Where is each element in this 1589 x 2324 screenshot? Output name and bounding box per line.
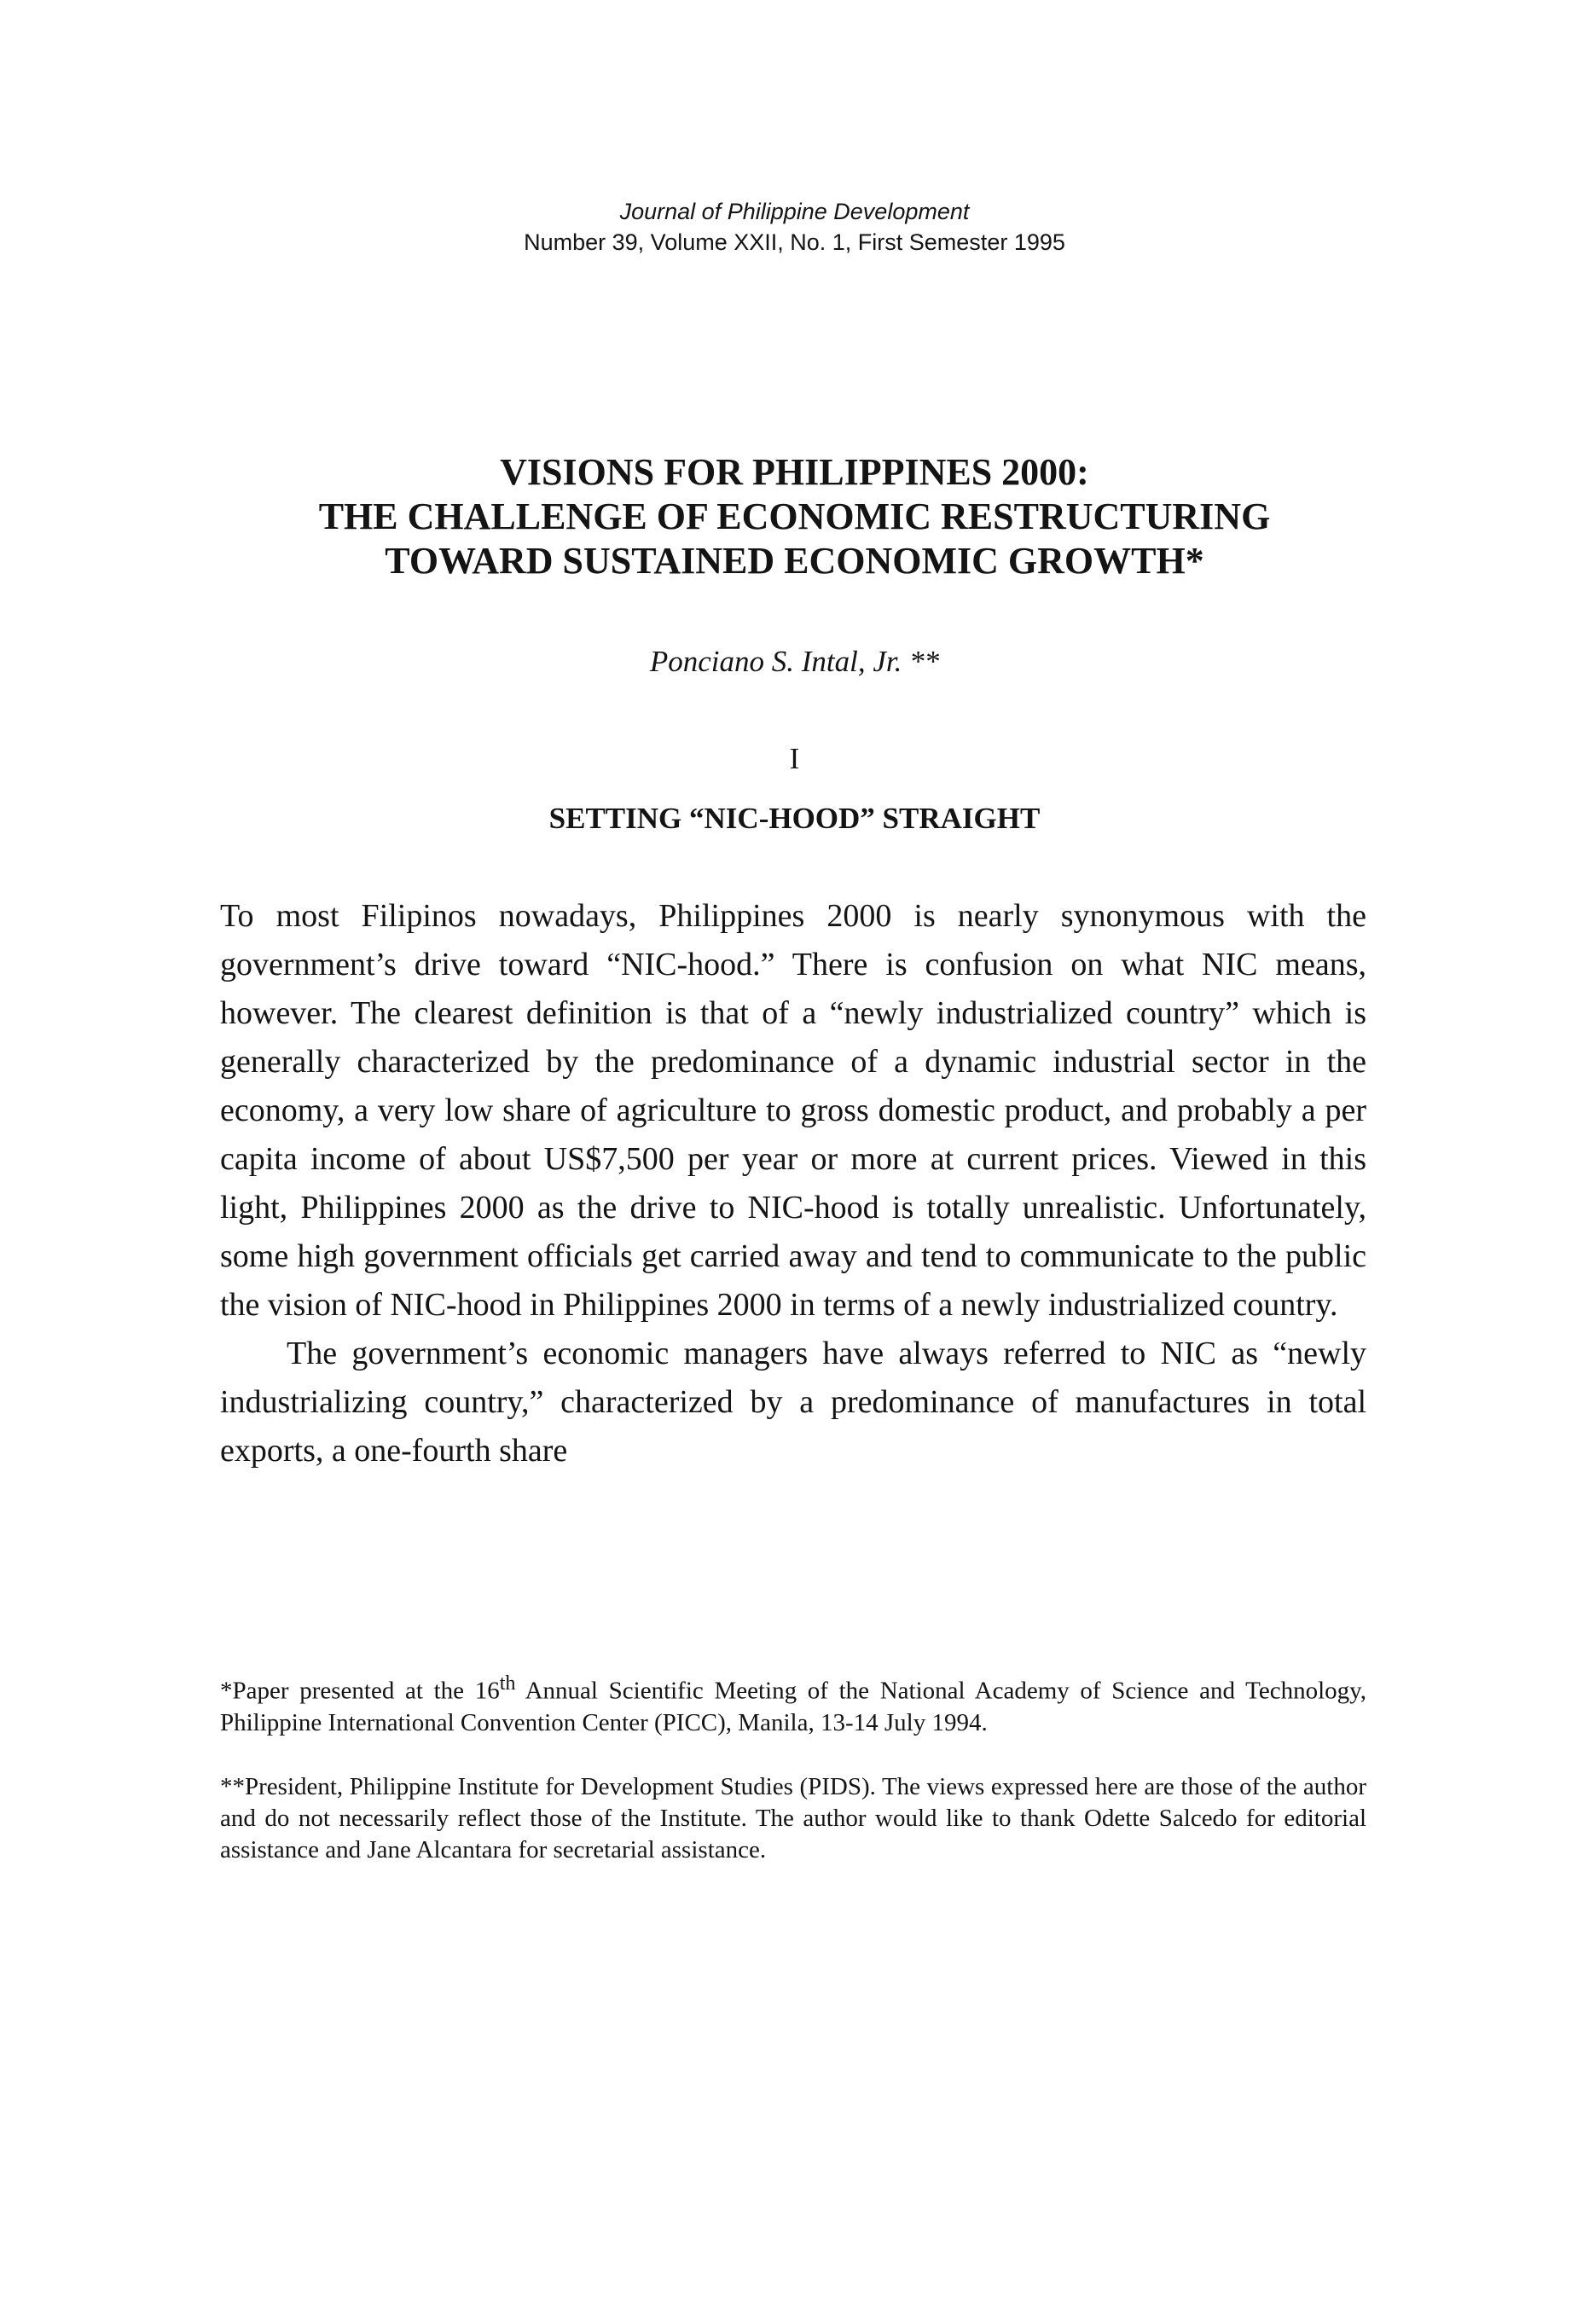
body-paragraph-1: To most Filipinos nowadays, Philippines 2000 is nearly synonymous with the government’s drive toward “NIC-hood.” There is confusion on what NIC means, however. The clearest definition is that of a “newly industrialized country” which is generally characterized by the predominance of a dynamic industrial sector in the economy, a very low share of agriculture to gross domestic product, and probably a per capita income of about US$7,500 per year or more at current prices. Viewed in this light, Philippines 2000 as the drive to NIC-hood is totally unrealistic. Unfortunately, some high government officials get carried away and tend to communicate to the public the vision of NIC-hood in Philippines 2000 in terms of a newly industrialized country. (220, 898, 1366, 1323)
section-number: I (789, 742, 800, 775)
section-heading: SETTING “NIC-HOOD” STRAIGHT (548, 802, 1041, 835)
body-paragraph-2: The government’s economic managers have always referred to NIC as “newly industrializing country,” characterized by a predominance of manufactures in total exports, a one-fourth share (220, 1336, 1366, 1469)
footnote-1-start: *Paper presented at the 16 (220, 1677, 500, 1705)
body-text (220, 892, 1366, 1475)
title-line-3: TOWARD SUSTAINED ECONOMIC GROWTH* (385, 540, 1204, 582)
footnote-2: **President, Philippine Institute for Development Studies (PIDS). The views expressed here are those of the author and do not necessarily reflect those of the Institute. The author would like to thank Odette Salcedo for editorial assistance and Jane Alcantara for secretarial assistance. (220, 1772, 1366, 1863)
journal-name: Journal of Philippine Development (619, 199, 970, 224)
footnote-1-rest: Annual Scientific Meeting of the National Academy of Science and Technology, Philippine International Convention Center (PICC), Manila, 13-14 July 1994. (220, 1677, 1366, 1736)
title-line-2: THE CHALLENGE OF ECONOMIC RESTRUCTURING (318, 496, 1271, 537)
footnote-1-ordinal: th (499, 1672, 516, 1695)
footnote-1 (220, 1667, 1366, 1739)
author-name: Ponciano S. Intal, Jr. ** (649, 645, 940, 678)
journal-issue: Number 39, Volume XXII, No. 1, First Semester 1995 (524, 229, 1065, 255)
footnotes (220, 1667, 1366, 1866)
paper-title (0, 450, 1589, 583)
title-line-1: VISIONS FOR PHILIPPINES 2000: (500, 451, 1089, 493)
journal-header (0, 196, 1589, 258)
